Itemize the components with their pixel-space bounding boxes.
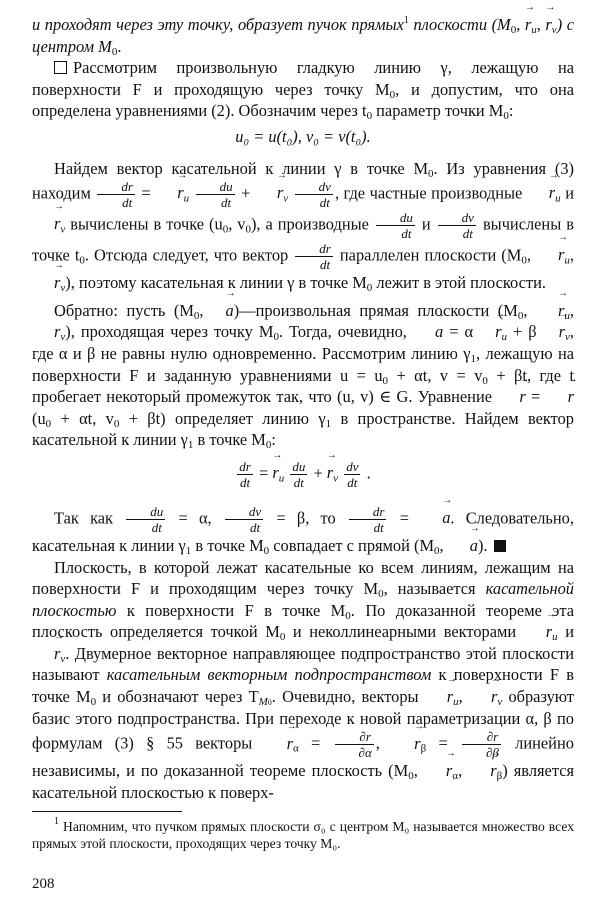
- text: + β: [506, 322, 537, 342]
- numerator: dr: [97, 179, 135, 195]
- footnote-mark: 1: [403, 15, 409, 26]
- subscript: β: [496, 770, 503, 783]
- fraction-du-dt: [126, 504, 165, 535]
- fraction-dr-dt: [349, 504, 387, 535]
- denominator: ∂α: [358, 745, 372, 761]
- subscript: 0: [193, 309, 200, 322]
- text: .: [117, 36, 122, 56]
- denominator: dt: [293, 474, 304, 490]
- text: , лежащую на поверхности F и заданную уравнениями u = u: [32, 343, 574, 385]
- footnote-divider: [32, 811, 182, 812]
- footnote: [32, 818, 574, 852]
- proof-end-square-icon: [494, 540, 506, 552]
- paragraph-1: [32, 14, 574, 57]
- vector-r: → r: [32, 213, 60, 235]
- denominator: dt: [462, 226, 473, 242]
- text: . Из уравнения (3) находим: [32, 158, 574, 203]
- fraction-du-dt: [290, 459, 307, 490]
- proof-start-square-icon: [54, 61, 67, 74]
- text: ), поэтому касательная к линии γ в точке M: [65, 273, 367, 293]
- text: + βt) определяет линию γ: [119, 408, 326, 428]
- subscript: v: [497, 696, 503, 709]
- fraction-du-dt: [376, 210, 415, 241]
- text: Плоскость, в которой лежат касательные ко всем линиям, лежащим на поверхности F и проходящим через точку M: [32, 557, 574, 599]
- subscript: v: [60, 223, 66, 236]
- subscript: u: [501, 331, 507, 344]
- text: в точке M: [193, 430, 266, 450]
- vector-r: → r: [327, 462, 333, 484]
- comma: ,: [569, 300, 574, 320]
- subscript: 0: [408, 770, 414, 783]
- subscript: u: [564, 309, 570, 322]
- subscript: 0: [90, 696, 97, 709]
- paragraph-6: [32, 557, 574, 804]
- denominator: ∂β: [485, 745, 499, 761]
- text: ,: [536, 15, 546, 34]
- text: ) с центром M: [32, 15, 574, 56]
- subscript: 0: [434, 544, 440, 557]
- text: и: [421, 214, 431, 234]
- paragraph-5: [32, 504, 574, 557]
- formula-text: u₀ = u(t₀), v₀ = v(t₀).: [235, 126, 371, 146]
- text: в пространстве. Найдем вектор касательной к линии γ: [32, 408, 574, 450]
- text: . Следовательно, касательная к линии γ: [32, 508, 574, 555]
- text: ) является касательной плоскостью к поверх-: [32, 761, 575, 802]
- subscript: α: [292, 742, 299, 755]
- vector-r: → r: [537, 321, 565, 343]
- text: , где частные производные: [334, 183, 523, 203]
- text: , и допустим, что она определена уравнениями (2). Обозначим через t: [32, 79, 574, 121]
- vector-r: → r: [497, 386, 525, 408]
- numerator: du: [376, 210, 415, 226]
- comma: ,: [569, 245, 574, 265]
- equals: =: [438, 733, 448, 753]
- subscript: 0: [521, 254, 527, 267]
- text: , называется: [383, 579, 486, 599]
- subscript: β: [420, 742, 427, 755]
- subscript: v: [60, 652, 66, 665]
- subscript: 0: [366, 110, 373, 123]
- text: = β, то: [276, 508, 336, 528]
- fraction-dr-dt: [97, 179, 135, 210]
- denominator: dt: [373, 519, 384, 535]
- vector-r: → r: [32, 272, 60, 294]
- subscript: 0: [265, 439, 272, 452]
- text: . Двумерное векторное направляющее подпространство этой плоскости называют: [32, 643, 574, 685]
- numerator: dv: [438, 210, 476, 226]
- text: плоскости (M: [408, 15, 511, 34]
- vector-r: → r: [265, 733, 293, 755]
- text: к поверхности F в точке M: [116, 600, 346, 620]
- vector-a: → a: [413, 321, 443, 343]
- comma: ,: [439, 535, 444, 555]
- denominator: dt: [240, 474, 251, 490]
- text: и обозначают через T: [96, 687, 259, 707]
- plus: +: [313, 463, 323, 483]
- paragraph-4: [32, 300, 574, 451]
- text: Обратно: пусть (M: [54, 300, 194, 320]
- vector-r: → r: [392, 733, 420, 755]
- numerator: dr: [295, 241, 333, 257]
- text: )—произвольная прямая плоскости (M: [233, 300, 518, 320]
- vector-r: → r: [527, 182, 555, 204]
- text: = α,: [178, 508, 212, 528]
- vector-r: → r: [524, 621, 552, 643]
- vector-r: → r: [32, 643, 60, 665]
- paragraph-3: [32, 158, 574, 294]
- denominator: dt: [401, 226, 412, 242]
- denominator: dt: [122, 195, 133, 211]
- text: . Отсюда следует, что вектор: [84, 245, 289, 265]
- equals: =: [531, 387, 541, 407]
- text: и проходят через эту точку, образует пучок прямых: [32, 15, 404, 34]
- fraction-dv-dt: [295, 179, 333, 210]
- text: + αt, v: [51, 408, 114, 428]
- text: ).: [477, 535, 488, 555]
- vector-r: → r: [473, 321, 501, 343]
- text: лежит в этой плоскости.: [372, 273, 546, 293]
- vector-r: → r: [424, 760, 452, 782]
- equals: =: [258, 463, 269, 483]
- vector-r: → r: [545, 14, 551, 36]
- denominator: dt: [249, 519, 261, 535]
- text: (u: [32, 408, 46, 428]
- text: вычислены в точке t: [32, 214, 574, 265]
- subscript: v: [551, 24, 557, 36]
- vector-r: → r: [468, 760, 496, 782]
- fraction-dv-dt: [344, 459, 360, 490]
- comma: ,: [413, 761, 418, 781]
- vector-r: → r: [525, 14, 531, 36]
- subscript: u: [453, 696, 459, 709]
- vector-a: → a: [204, 300, 234, 322]
- comma: ,: [458, 687, 463, 707]
- text: и: [565, 183, 574, 203]
- text: + αt, v = v: [388, 365, 483, 385]
- formula-initial-params: [32, 126, 574, 148]
- text: , v: [228, 214, 246, 234]
- subscript: 0: [111, 45, 118, 58]
- equals: =: [311, 733, 321, 753]
- subscript: u: [552, 631, 558, 644]
- subscript: u: [278, 472, 285, 485]
- comma: ,: [526, 245, 531, 265]
- dot: .: [366, 463, 371, 483]
- comma: ,: [199, 300, 204, 320]
- text: + βt, где t пробегает некоторый промежуток так, что (u, v) ∈ G. Уравнение: [32, 365, 575, 407]
- text: к поверхности F в точке M: [32, 665, 574, 707]
- text: . Тогда, очевидно,: [278, 322, 407, 342]
- vector-r: → r: [272, 462, 278, 484]
- comma: ,: [458, 761, 463, 781]
- text: в точке M: [191, 535, 264, 555]
- fraction-du-dt: [196, 179, 235, 210]
- subscript: M: [258, 696, 268, 709]
- numerator: du: [196, 179, 235, 195]
- comma: ,: [523, 300, 528, 320]
- text: Так как: [54, 508, 114, 528]
- denominator: dt: [221, 195, 232, 211]
- text: = α: [449, 322, 474, 342]
- subscript: v: [60, 282, 66, 295]
- text: и неколлинеарными векторами: [285, 622, 517, 642]
- subscript: 0: [245, 223, 251, 236]
- fraction-dr-dt: [237, 459, 253, 490]
- text: , где α и β не равны нулю одновременно. Рассмотрим линию γ: [32, 322, 574, 363]
- term-tangent-subspace: касательным векторным подпространством: [106, 665, 432, 685]
- numerator: ∂r: [335, 729, 374, 745]
- fraction-dv-dt: [225, 504, 263, 535]
- text: линейно независимы, и по доказанной теореме плоскость (M: [32, 733, 574, 781]
- subscript: u: [555, 192, 561, 205]
- subscript: 0: [366, 282, 373, 295]
- vector-r: → r: [546, 386, 574, 408]
- vector-r: → r: [536, 244, 564, 266]
- equals: =: [141, 183, 151, 203]
- text: :: [271, 430, 276, 450]
- subscript: 1: [187, 439, 194, 452]
- subscript: 0: [263, 544, 270, 557]
- text: . Очевидно, векторы: [271, 687, 419, 707]
- subscript: v: [60, 331, 66, 344]
- subscript: 0: [503, 110, 509, 123]
- footnote-text: Напомним, что пучком прямых плоскости σ₀ с центром M₀ называется множество всех прямых этой плоскости, проходящих через точку M₀.: [32, 819, 574, 852]
- denominator: dt: [347, 474, 358, 490]
- page-content: [32, 14, 574, 852]
- equals: =: [399, 508, 409, 528]
- text: :: [508, 101, 514, 121]
- numerator: dv: [295, 179, 333, 195]
- vector-r: → r: [255, 182, 283, 204]
- formula-tangent-vector: [32, 459, 574, 490]
- subscript: u: [183, 192, 190, 205]
- subscript: v: [283, 192, 289, 205]
- text: ), а производные: [250, 214, 369, 234]
- vector-r: → r: [425, 686, 453, 708]
- subscript: 0: [389, 88, 396, 101]
- text: Найдем вектор касательной к линии γ в точке M: [54, 158, 429, 178]
- vector-r: → r: [32, 321, 60, 343]
- subscript: u: [531, 24, 537, 36]
- text: параллелен плоскости (M: [339, 245, 522, 265]
- text: и: [565, 622, 574, 642]
- vector-a: → a: [420, 507, 450, 529]
- vector-r: → r: [155, 182, 183, 204]
- numerator: dv: [225, 504, 263, 520]
- vector-a: → a: [448, 535, 478, 557]
- subscript: 0: [382, 374, 389, 387]
- text: . По доказанной теореме эта плоскость определяется точкой M: [32, 600, 574, 642]
- subscript: 0: [45, 417, 52, 430]
- text: ,: [516, 15, 525, 34]
- subscript: α: [452, 770, 459, 783]
- subscript: 0: [273, 331, 279, 344]
- numerator: dv: [346, 458, 359, 474]
- fraction-dv-dt: [438, 210, 476, 241]
- text: вычислены в точке (u: [70, 214, 223, 234]
- subscript: 0: [378, 588, 384, 601]
- subscript: 0: [267, 698, 272, 708]
- subscript: v: [565, 331, 570, 344]
- subscript: 0: [510, 24, 517, 36]
- vector-r: → r: [536, 300, 564, 322]
- comma: ,: [375, 733, 380, 753]
- subscript: 0: [222, 223, 229, 236]
- text: ), проходящая через точку M: [65, 322, 274, 342]
- subscript: u: [564, 254, 570, 267]
- paragraph-2: [32, 57, 574, 122]
- subscript: v: [333, 472, 339, 485]
- numerator: ∂r: [462, 729, 501, 745]
- subscript: 0: [279, 631, 286, 644]
- subscript: 0: [517, 309, 524, 322]
- text: совпадает с прямой (M: [269, 535, 435, 555]
- term-tangent-plane: касательной плоскостью: [32, 579, 574, 620]
- subscript: 1: [185, 544, 192, 557]
- numerator: dr: [239, 458, 251, 474]
- text: образуют базис этого подпространства. При переходе к новой параметризации α, β по формулам (3) § 55 векторы: [32, 687, 574, 753]
- numerator: du: [126, 504, 165, 520]
- text: Рассмотрим произвольную гладкую линию γ, лежащую на поверхности F и проходящую через точку M: [32, 58, 574, 99]
- denominator: dt: [319, 195, 330, 211]
- denominator: dt: [320, 257, 331, 273]
- subscript: 0: [113, 417, 120, 430]
- denominator: dt: [151, 519, 162, 535]
- subscript: 1: [325, 417, 332, 430]
- fraction-dr-dalpha: [335, 729, 374, 760]
- text: параметр точки M: [372, 101, 504, 121]
- subscript: 0: [428, 167, 434, 180]
- subscript: 0: [345, 609, 351, 622]
- vector-r: → r: [469, 686, 497, 708]
- fraction-dr-dt: [295, 241, 333, 272]
- subscript: 0: [79, 254, 85, 267]
- page-number: 208: [32, 876, 55, 892]
- subscript: 0: [482, 374, 488, 387]
- footnote-mark: 1: [54, 816, 59, 828]
- plus: +: [241, 183, 251, 203]
- numerator: dr: [349, 504, 387, 520]
- subscript: 1: [470, 352, 476, 365]
- numerator: du: [292, 458, 306, 474]
